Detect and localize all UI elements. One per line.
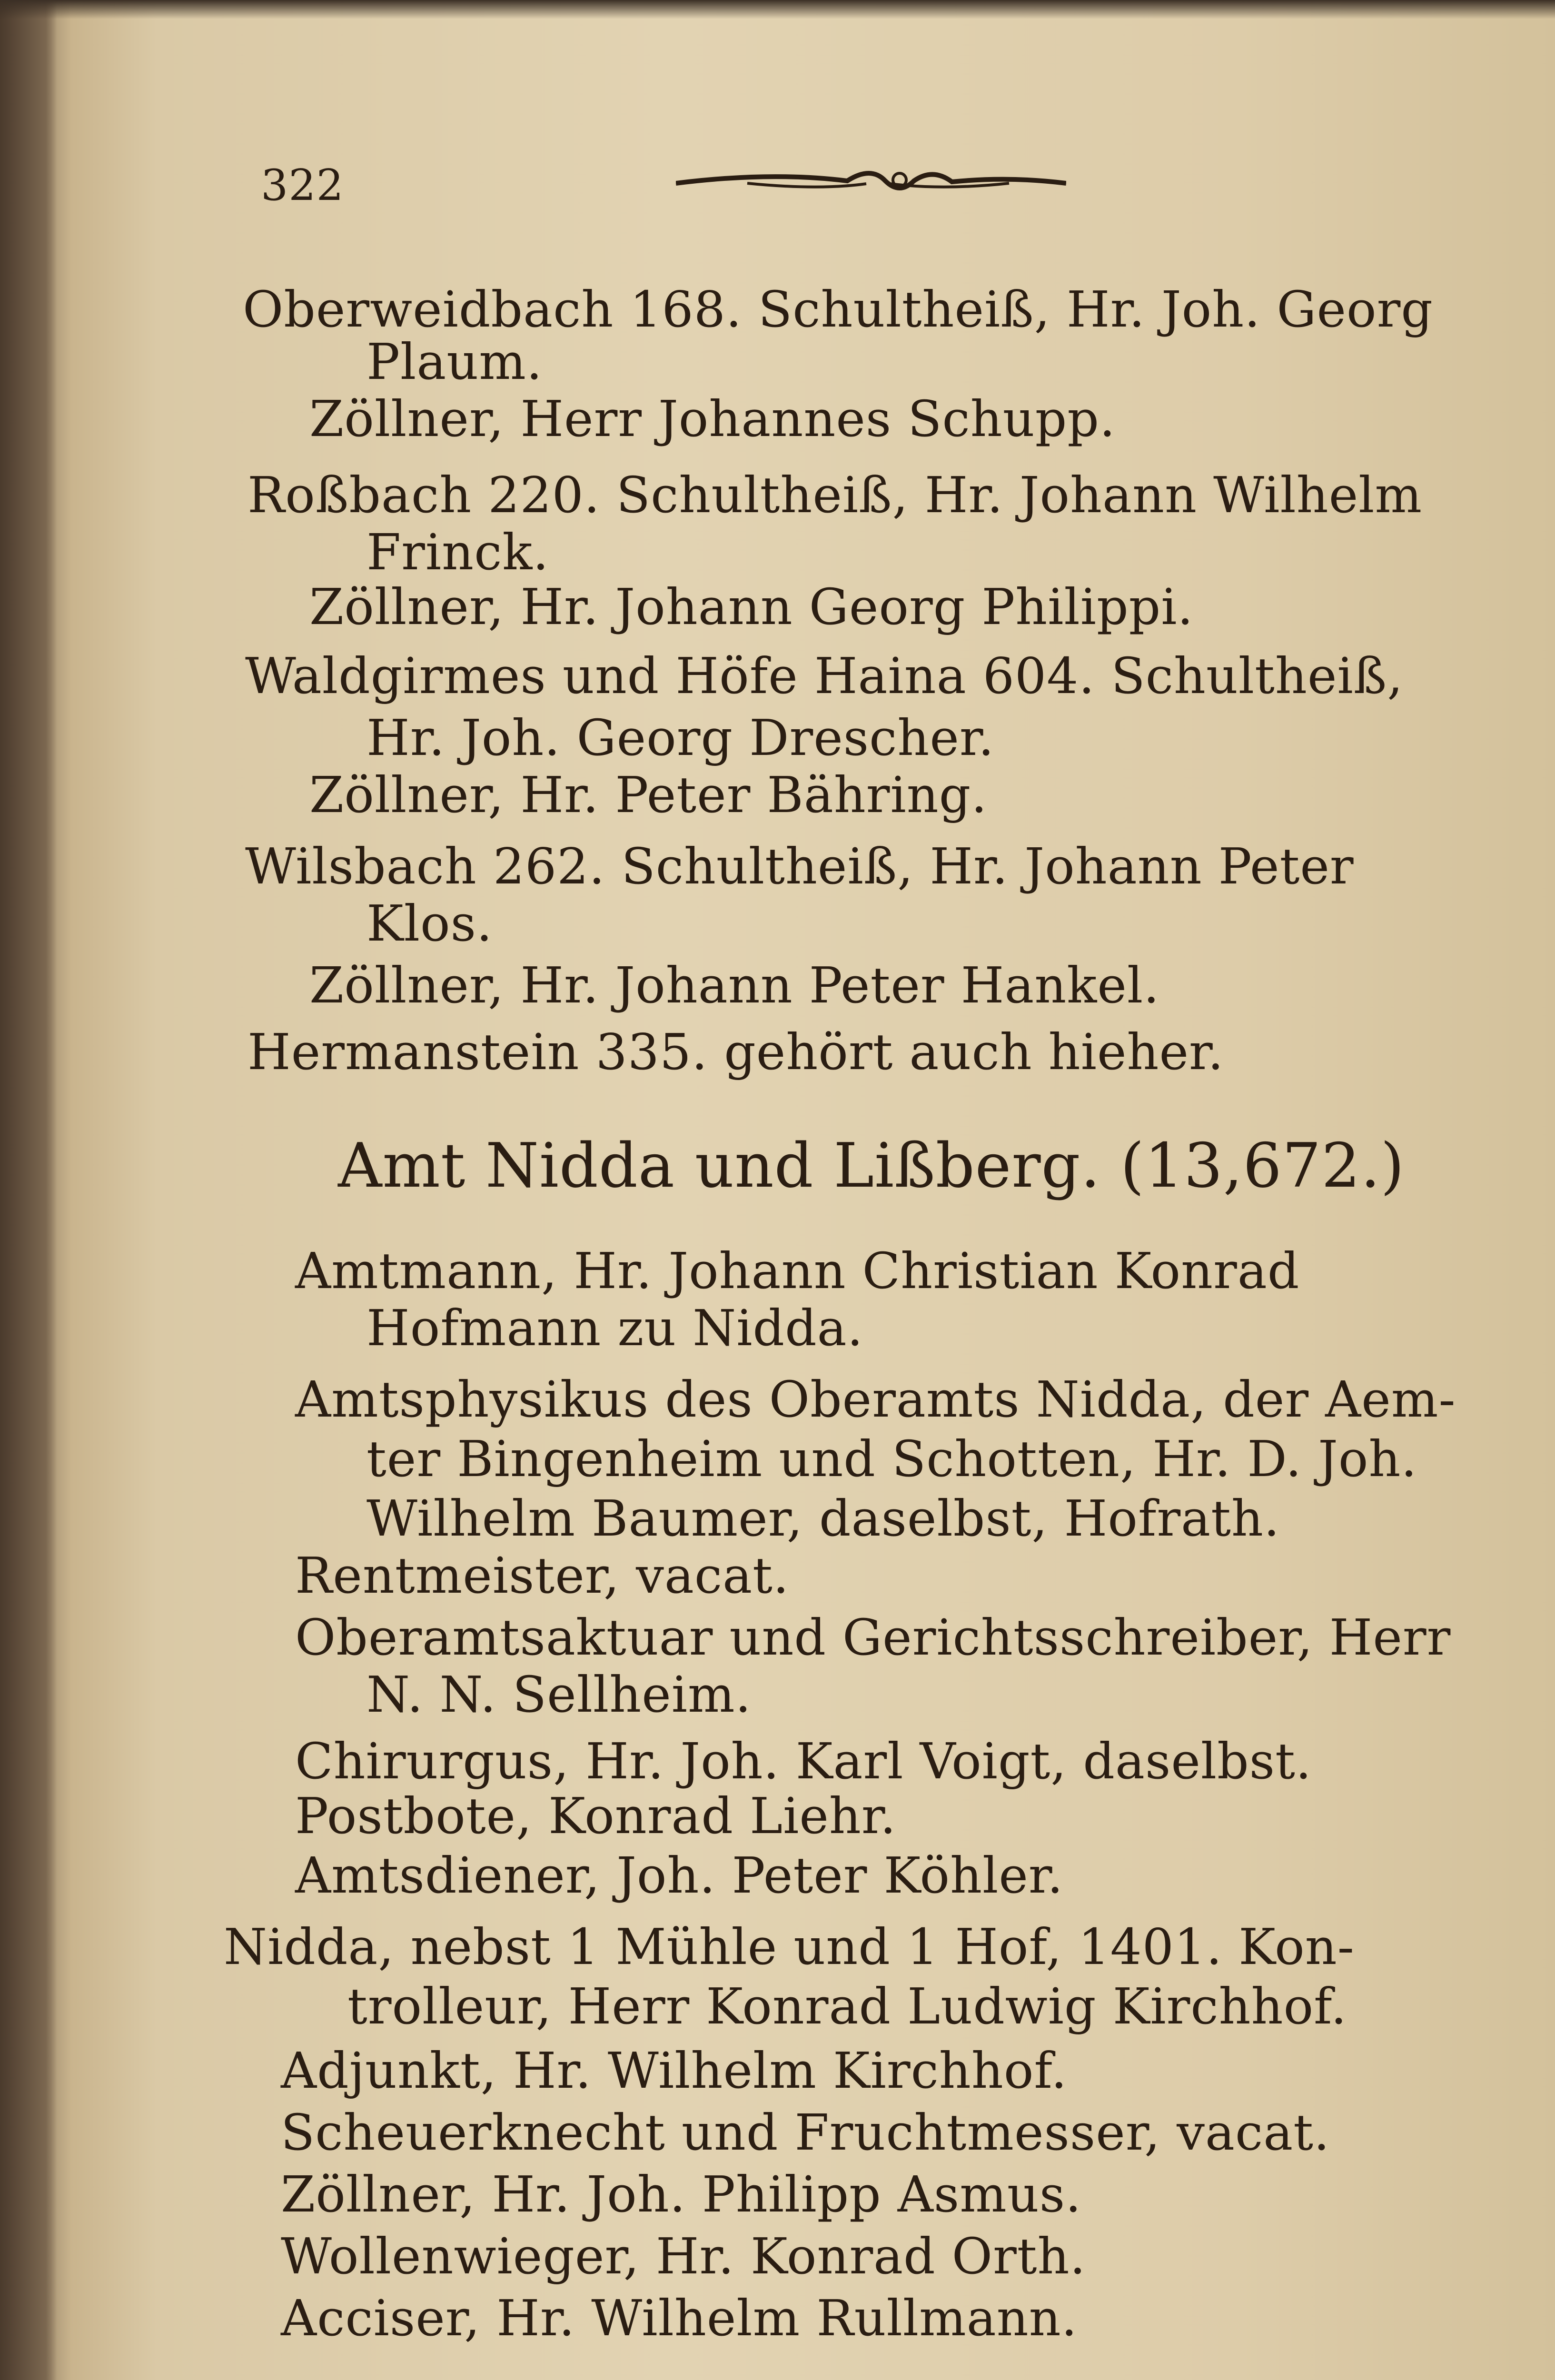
text-line: Roßbach 220. Schultheiß, Hr. Johann Wilhelm xyxy=(248,466,1423,524)
text-line: Adjunkt, Hr. Wilhelm Kirchhof. xyxy=(281,2042,1068,2100)
text-line: Oberamtsaktuar und Gerichtsschreiber, Herr xyxy=(295,1608,1451,1666)
text-line: Frinck. xyxy=(366,523,549,581)
text-line: Chirurgus, Hr. Joh. Karl Voigt, daselbst. xyxy=(295,1732,1312,1790)
text-line: Amtsdiener, Joh. Peter Köhler. xyxy=(295,1846,1064,1904)
text-line: Acciser, Hr. Wilhelm Rullmann. xyxy=(281,2289,1078,2347)
section-heading: Amt Nidda und Lißberg. (13,672.) xyxy=(338,1130,1405,1201)
text-line: ter Bingenheim und Schotten, Hr. D. Joh. xyxy=(366,1430,1417,1488)
text-line: Klos. xyxy=(366,894,493,952)
text-line: Postbote, Konrad Liehr. xyxy=(295,1787,897,1845)
text-line: Amtmann, Hr. Johann Christian Konrad xyxy=(295,1242,1300,1300)
text-line: Zöllner, Hr. Johann Georg Philippi. xyxy=(309,578,1194,636)
text-line: Hermanstein 335. gehört auch hieher. xyxy=(248,1023,1224,1081)
text-line: Oberweidbach 168. Schultheiß, Hr. Joh. Georg xyxy=(243,280,1433,338)
text-line: Hofmann zu Nidda. xyxy=(366,1299,863,1357)
text-line: Zöllner, Herr Johannes Schupp. xyxy=(309,390,1116,448)
text-line: trolleur, Herr Konrad Ludwig Kirchhof. xyxy=(347,1977,1347,2035)
text-line: Wilsbach 262. Schultheiß, Hr. Johann Peter xyxy=(245,837,1354,895)
text-line: Hr. Joh. Georg Drescher. xyxy=(366,709,995,767)
text-line: Zöllner, Hr. Johann Peter Hankel. xyxy=(309,956,1160,1014)
page-top-edge xyxy=(0,0,1555,19)
text-line: Nidda, nebst 1 Mühle und 1 Hof, 1401. Kon- xyxy=(224,1918,1355,1976)
text-line: Scheuerknecht und Fruchtmesser, vacat. xyxy=(281,2103,1330,2162)
text-line: Rentmeister, vacat. xyxy=(295,1547,790,1605)
book-spine-shadow xyxy=(0,0,57,2380)
text-line: N. N. Sellheim. xyxy=(366,1666,752,1724)
text-line: Plaum. xyxy=(366,333,543,391)
page-number: 322 xyxy=(261,160,344,210)
text-line: Zöllner, Hr. Joh. Philipp Asmus. xyxy=(281,2165,1082,2223)
decorative-rule-icon xyxy=(676,162,1066,205)
text-line: Wilhelm Baumer, daselbst, Hofrath. xyxy=(366,1489,1280,1547)
text-line: Wollenwieger, Hr. Konrad Orth. xyxy=(281,2227,1086,2285)
text-line: Amtsphysikus des Oberamts Nidda, der Aem- xyxy=(295,1370,1456,1428)
text-line: Zöllner, Hr. Peter Bähring. xyxy=(309,766,988,824)
text-line: Waldgirmes und Höfe Haina 604. Schultheiß, xyxy=(245,647,1404,705)
